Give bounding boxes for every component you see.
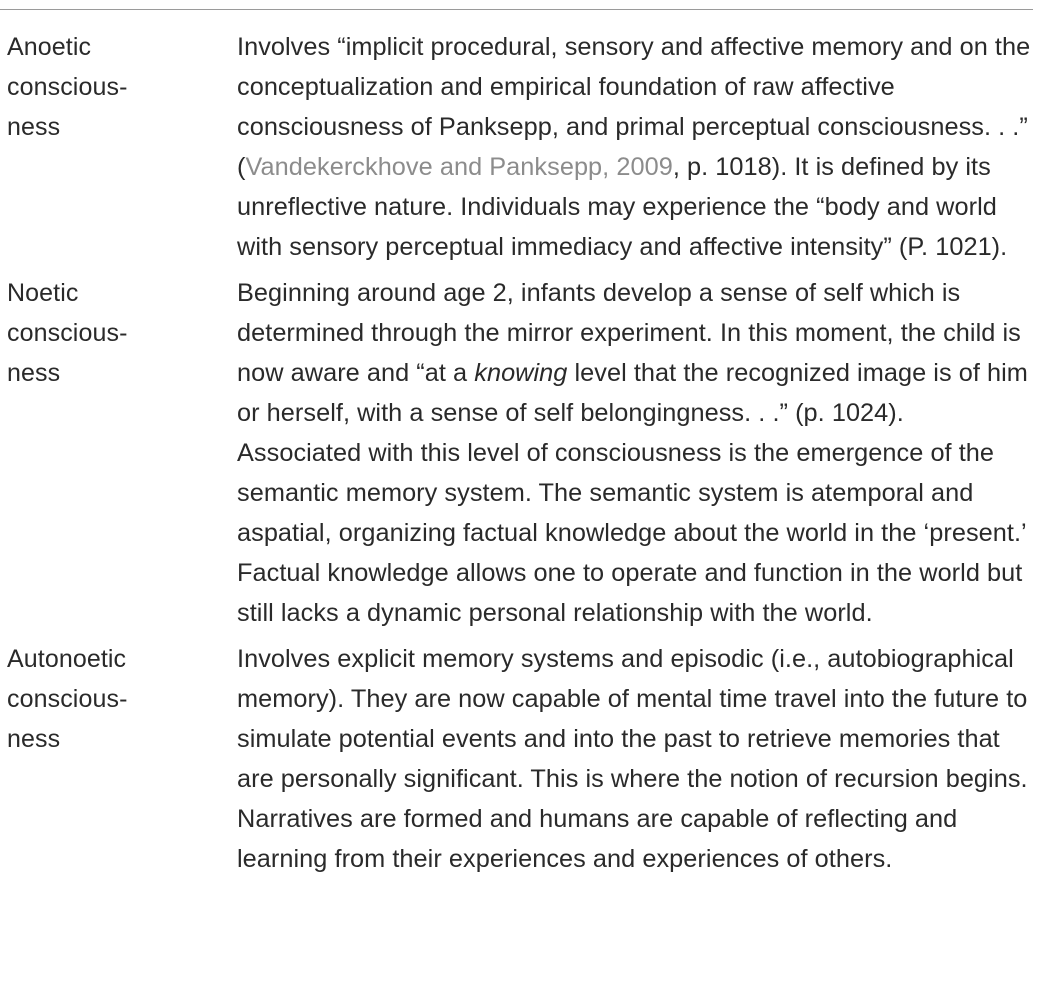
description-text: Involves explicit memory systems and episodic (i.e., autobiographical memory). They are now capable of mental time travel into the future to simulate potential events and into the past to retrieve memories that are personally significant. This is where the notion of recursion begins. Narratives are formed and humans are capable of reflecting and learning from their experiences and experiences of others. <box>237 645 1028 873</box>
term-line: conscious- <box>7 319 128 347</box>
description-text: level that the recognized image is of him or herself, with a sense of self belongingness. . .” (p. 1024). Associated with this level of consciousness is the emergence of the semantic memory system. The semantic system is atemporal and aspatial, organizing factual knowledge about the world in the ‘present.’ Factual knowledge allows one to operate and function in the world but still lacks a dynamic personal relationship with the world. <box>237 359 1028 627</box>
consciousness-table <box>7 27 1033 885</box>
table-top-rule <box>0 9 1033 10</box>
table-row-anoetic <box>7 27 1033 267</box>
description-text: Involves “implicit procedural, sensory and affective memory and on the conceptualization and empirical foundation of raw affective consciousness of Panksepp, and primal perceptual consciousness. . .” ( <box>237 33 1031 181</box>
term-noetic <box>7 273 237 393</box>
term-line: Autonoetic <box>7 645 127 673</box>
description-text: Beginning around age 2, infants develop a sense of self which is determined through the mirror experiment. In this moment, the child is now aware and “at a <box>237 279 1021 387</box>
term-line: conscious- <box>7 685 128 713</box>
term-line: conscious- <box>7 73 128 101</box>
term-line: Noetic <box>7 279 79 307</box>
citation-link[interactable]: Vandekerckhove and Panksepp, 2009 <box>245 153 673 181</box>
description-anoetic <box>237 27 1033 267</box>
description-noetic <box>237 273 1033 633</box>
term-autonoetic <box>7 639 237 759</box>
table-row-noetic <box>7 273 1033 633</box>
term-line: Anoetic <box>7 33 92 61</box>
term-anoetic <box>7 27 237 147</box>
emphasis-text: knowing <box>474 359 568 387</box>
description-text: , p. 1018). It is defined by its unreflective nature. Individuals may experience the “body and world with sensory perceptual immediacy and affective intensity” (P. 1021). <box>237 153 1008 261</box>
term-line: ness <box>7 725 61 753</box>
description-autonoetic <box>237 639 1033 879</box>
table-row-autonoetic <box>7 639 1033 879</box>
term-line: ness <box>7 113 61 141</box>
term-line: ness <box>7 359 61 387</box>
